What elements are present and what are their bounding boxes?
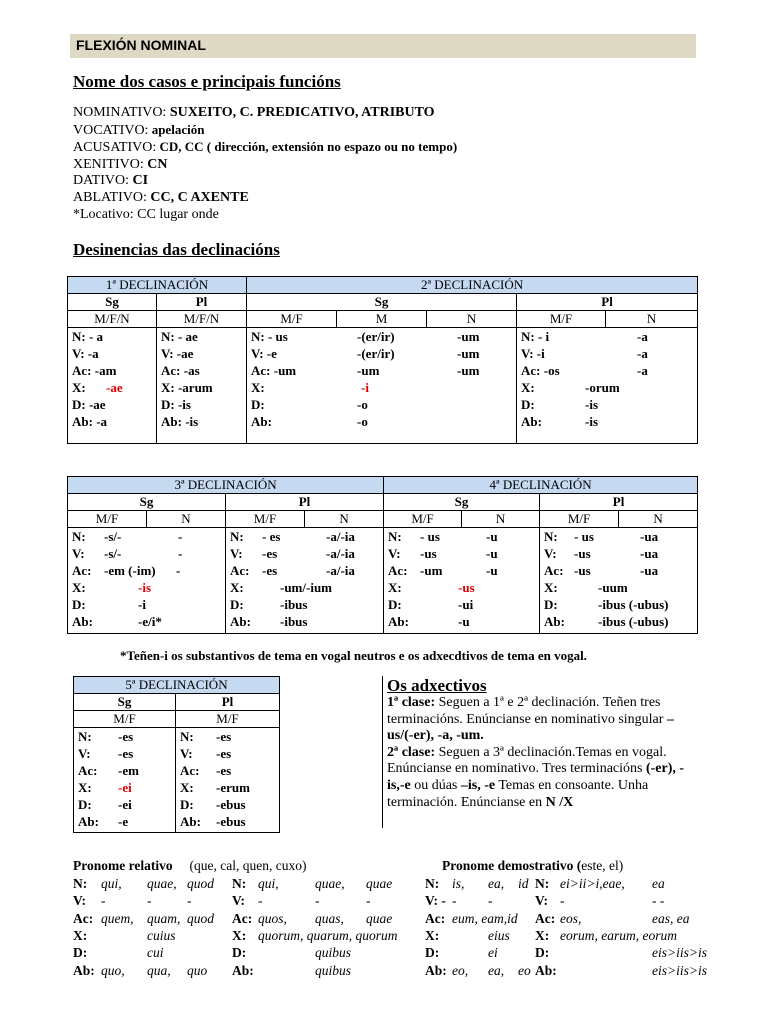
case-line: VOCATIVO: apelación [73, 121, 205, 138]
cases-list [73, 105, 457, 223]
sg-label: Sg [247, 294, 517, 311]
pronoun-form: - [452, 893, 457, 909]
pronoun-form: - [187, 893, 192, 909]
pronoun-form: ei [488, 945, 498, 961]
pronoun-form: ea [652, 876, 665, 891]
pronoun-form: qui, [258, 876, 279, 891]
gender-label: N [462, 511, 540, 528]
header-decl-5: 5ª DECLINACIÓN [74, 677, 280, 694]
endings-cell: N: -es V: -es Ac: -em X: -ei D: -ei Ab: -e [74, 728, 176, 833]
case-label: V: [73, 893, 87, 909]
case-label: Ab: [535, 962, 557, 978]
pronoun-form: eos, [560, 910, 582, 926]
gender-label: M/F/N [157, 311, 247, 328]
endings-cell: N: - us -u V: -us -u Ac: -um -u X: -us D: -ui Ab: -u [384, 528, 540, 634]
gender-label: N [305, 511, 384, 528]
endings-cell: N: - es -a/-ia V: -es -a/-ia Ac: -es -a/-ia X: -um/-ium D: -ibus Ab: -ibus [226, 528, 384, 634]
case-label: V: - [425, 893, 446, 909]
case-line: XENITIVO: CN [73, 156, 168, 172]
case-label: Ac: [232, 910, 253, 926]
endings-cell: N: -s/- - V: -s/- - Ac: -em (-im) - X: -is D: -i Ab: -e/i* [68, 528, 226, 634]
case-label: D: [425, 945, 440, 961]
declension-table-5 [73, 676, 280, 833]
title-banner [70, 34, 696, 58]
pronoun-form: eas, ea [652, 910, 690, 926]
declension-table-1-2 [67, 276, 698, 444]
gender-label: M/F [384, 511, 462, 528]
pronoun-form: - [560, 893, 565, 909]
header-decl-2: 2ª DECLINACIÓN [247, 277, 698, 294]
pronoun-form: - [488, 893, 493, 909]
case-label: N: [425, 876, 440, 891]
gender-label: M/F/N [68, 311, 157, 328]
adjectives-heading: Os adxectivos [387, 676, 487, 695]
case-label: Ab: [425, 962, 447, 978]
relative-pronoun-heading: Pronome relativo (que, cal, quen, cuxo) [73, 858, 307, 873]
gender-label: N [606, 311, 698, 328]
pronoun-form: eum, eam,id [452, 910, 518, 926]
pronoun-form: quo, [101, 962, 125, 978]
endings-cell: N: -es V: -es Ac: -es X: -erum D: -ebus Ab: -ebus [176, 728, 280, 833]
case-line: NOMINATIVO: SUXEITO, C. PREDICATIVO, ATRIBUTO [73, 105, 435, 120]
pronoun-form: quae [366, 910, 393, 926]
case-line: ACUSATIVO: CD, CC ( dirección, extensión no espazo ou no tempo) [73, 139, 458, 156]
header-decl-4: 4ª DECLINACIÓN [384, 477, 698, 494]
gender-label: M/F [74, 711, 176, 728]
gender-label: N [619, 511, 698, 528]
pronoun-form: quo [187, 962, 208, 978]
pronoun-form: ei>ii>i,eae, [560, 876, 625, 891]
case-label: Ac: [535, 910, 556, 926]
pl-label: Pl [157, 294, 247, 311]
pronoun-form: quas, [315, 910, 344, 926]
case-label: Ab: [232, 962, 254, 978]
pronoun-form: qui, [101, 876, 122, 891]
gender-label: M/F [247, 311, 337, 328]
pronoun-form: eorum, earum, eorum [560, 927, 677, 943]
case-label: Ab: [73, 962, 95, 978]
pronoun-form: ea, [488, 876, 505, 891]
pronoun-form: quem, [101, 910, 134, 926]
pronoun-form: eo [518, 962, 531, 978]
pronoun-form: quibus [315, 962, 352, 978]
gender-label: N [427, 311, 517, 328]
pronoun-form: - [258, 893, 263, 909]
endings-cell: N: - i -a V: -i -a Ac: -os -a X: -orum D: -is Ab: -is [517, 328, 698, 444]
pl-label: Pl [540, 494, 698, 511]
endings-cell: N: - us -ua V: -us -ua Ac: -us -ua X: -uum D: -ibus (-ubus) Ab: -ibus (-ubus) [540, 528, 698, 634]
pronoun-form: - [147, 893, 152, 909]
case-label: N: [73, 876, 88, 891]
endings-cell: N: - ae V: -ae Ac: -as X: -arum D: -is Ab: -is [157, 328, 247, 444]
header-decl-1: 1ª DECLINACIÓN [68, 277, 247, 294]
declension-table-3-4 [67, 476, 698, 634]
banner-title: FLEXIÓN NOMINAL [76, 37, 206, 53]
sg-label: Sg [68, 294, 157, 311]
sg-label: Sg [74, 694, 176, 711]
gender-label: M [337, 311, 427, 328]
endings-cell: N: - a V: -a Ac: -am X: -ae D: -ae Ab: -a [68, 328, 157, 444]
pronoun-form: quae, [315, 876, 345, 891]
gender-label: M/F [68, 511, 147, 528]
gender-label: M/F [176, 711, 280, 728]
case-label: D: [73, 945, 88, 961]
case-line: DATIVO: CI [73, 173, 149, 189]
gender-label: M/F [540, 511, 619, 528]
case-label: V: [535, 893, 549, 909]
adjectives-text: 1ª clase: Seguen a 1ª e 2ª declinación. Teñen tres terminacións. Enúncianse en nominativo singular –us/(-er), -a, -um. 2ª clase: Seguen a 3ª declinación.Temas en vogal. Enúncianse en nominativo. Tres terminacións (-er), -is,-e ou dúas –is, -e Temas en consoante. Unha terminación. Enúncianse en N /X [387, 695, 685, 810]
case-label: N: [232, 876, 247, 891]
case-label: Ac: [425, 910, 446, 926]
pronoun-form: - [101, 893, 106, 909]
case-line: ABLATIVO: CC, C AXENTE [73, 189, 249, 205]
pronoun-form: eo, [452, 962, 469, 978]
pronoun-form: qua, [147, 962, 171, 978]
pronoun-form: quae [366, 876, 393, 891]
gender-label: N [147, 511, 226, 528]
pronoun-form: eis>iis>is [652, 962, 707, 978]
case-label: X: [232, 927, 247, 943]
endings-cell: N: - us -(er/ir) -um V: -e -(er/ir) -um Ac: -um -um -um X: -i D: -o Ab: -o [247, 328, 517, 444]
declensions-heading: Desinencias das declinacións [73, 240, 280, 259]
case-label: N: [535, 876, 550, 891]
footnote: *Teñen-i os substantivos de tema en vogal neutros e os adxecdtivos de tema en vogal. [120, 648, 587, 663]
pronoun-form: - [315, 893, 320, 909]
pronoun-form: quos, [258, 910, 287, 926]
pl-label: Pl [176, 694, 280, 711]
case-label: X: [535, 927, 550, 943]
gender-label: M/F [226, 511, 305, 528]
case-label: D: [535, 945, 550, 961]
case-label: D: [232, 945, 247, 961]
pronoun-form: quorum, quarum, quorum [258, 927, 398, 943]
case-label: X: [425, 927, 440, 943]
pronoun-form: ea, [488, 962, 505, 978]
demonstrative-pronoun-heading: Pronome demostrativo (este, el) [442, 858, 624, 873]
pronoun-form: - [366, 893, 371, 909]
case-label: Ac: [73, 910, 94, 926]
pronoun-form: quod [187, 910, 214, 926]
case-label: X: [73, 927, 88, 943]
gender-label: M/F [517, 311, 606, 328]
pronoun-form: id [518, 876, 529, 891]
pronoun-form: - - [652, 893, 665, 909]
pronoun-form: is, [452, 876, 465, 891]
divider-line [382, 676, 383, 828]
pl-label: Pl [517, 294, 698, 311]
case-line: *Locativo: CC lugar onde [73, 206, 219, 222]
pronoun-form: quam, [147, 910, 181, 926]
pronoun-form: cuius [147, 927, 176, 943]
pronoun-form: cui [147, 945, 164, 961]
case-label: V: [232, 893, 246, 909]
header-decl-3: 3ª DECLINACIÓN [68, 477, 384, 494]
cases-heading: Nome dos casos e principais funcións [73, 72, 341, 91]
pronoun-form: quod [187, 876, 214, 891]
pronoun-form: quibus [315, 945, 352, 961]
pronoun-form: eis>iis>is [652, 945, 707, 961]
pronoun-form: eius [488, 927, 510, 943]
pl-label: Pl [226, 494, 384, 511]
pronoun-form: quae, [147, 876, 177, 891]
sg-label: Sg [384, 494, 540, 511]
sg-label: Sg [68, 494, 226, 511]
